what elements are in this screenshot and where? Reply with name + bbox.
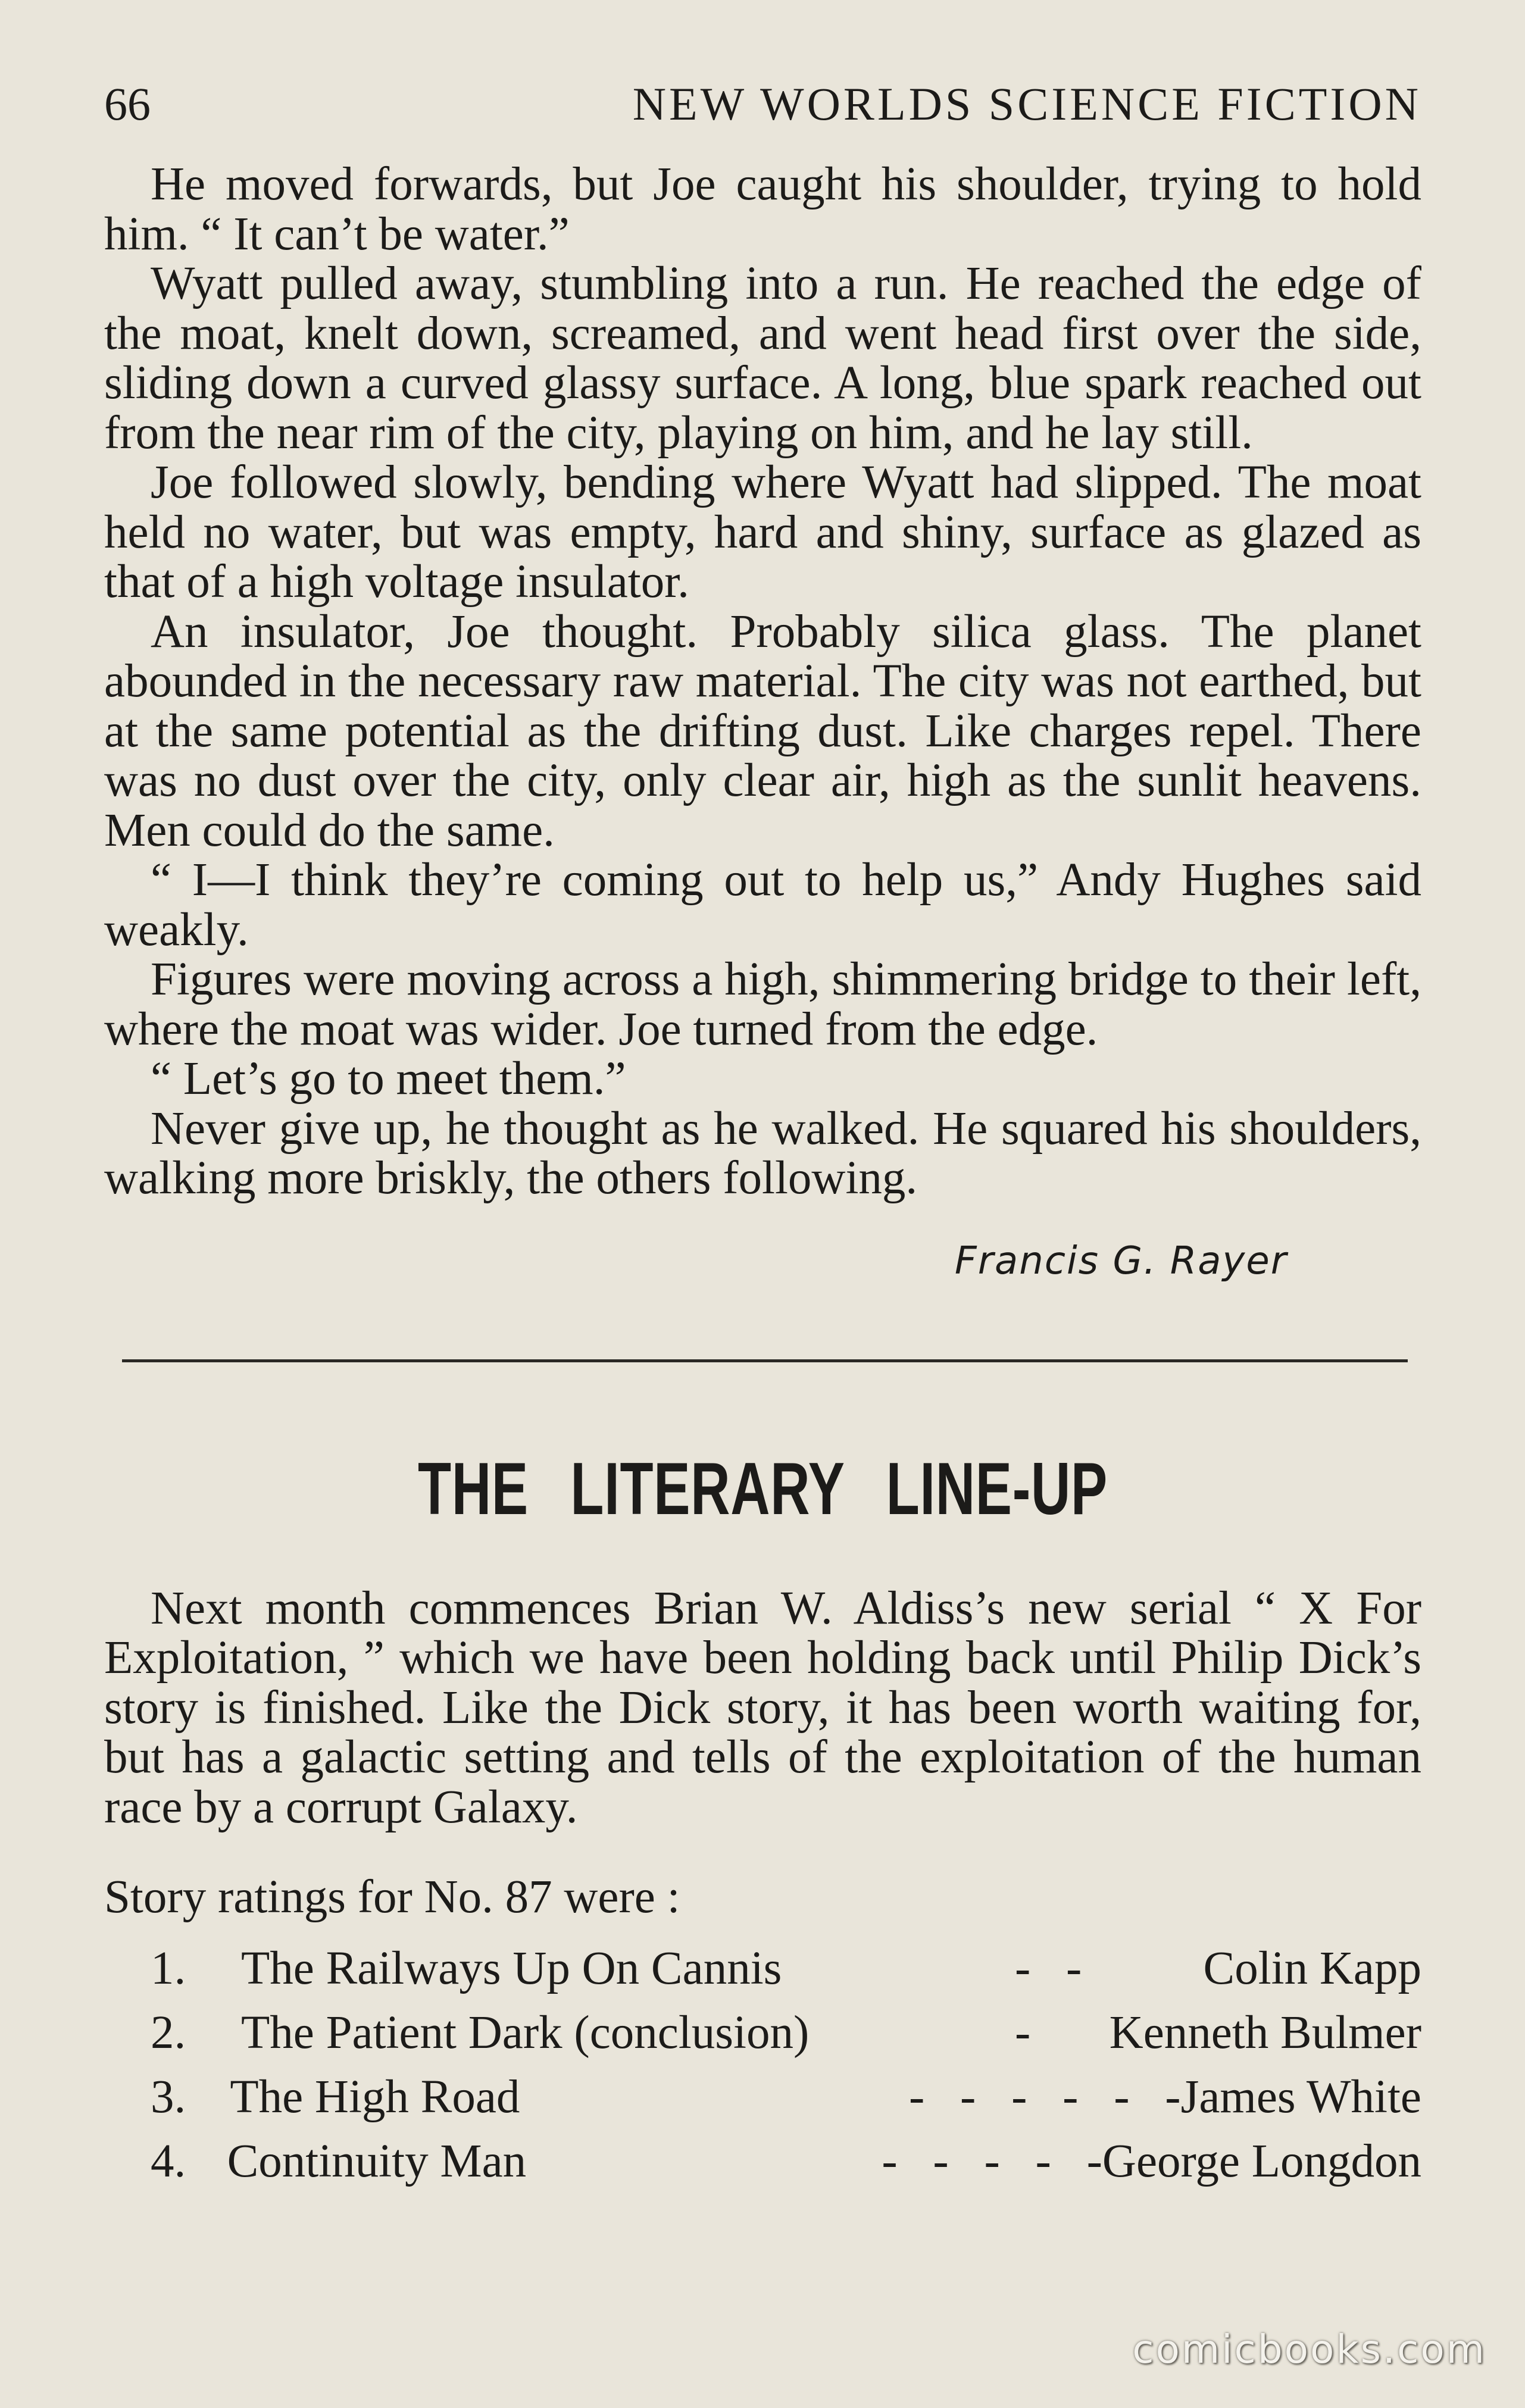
rating-story-title: The Railways Up On Cannis <box>241 1942 782 1994</box>
rating-story-title: The High Road <box>230 2071 520 2123</box>
rating-author: James White <box>1180 2071 1421 2123</box>
magazine-page <box>104 77 1421 2194</box>
story-paragraph: An insulator, Joe thought. Probably silica glass. The planet abounded in the necessary raw material. The city was not earthed, but at the same potential as the drifting dust. Like charges repel. There was no dust over the city, only clear air, high as the sunlit heavens. Men could do the same. <box>104 605 1421 856</box>
section-title: THE LITERARY LINE-UP <box>418 1447 1108 1530</box>
lineup-paragraph: Next month commences Brian W. Aldiss’s new serial “ X For Exploitation, ” which we have been holding back until Philip Dick’s story is finished. Like the Dick story, it has been worth waiting for, but has a galactic setting and tells of the exploitation of the human race by a corrupt Galaxy. <box>104 1582 1421 1833</box>
rating-author: George Longdon <box>1102 2135 1421 2187</box>
rating-row <box>104 2129 1421 2194</box>
magazine-title: NEW WORLDS SCIENCE FICTION <box>632 78 1421 130</box>
ratings-intro: Story ratings for No. 87 were : <box>104 1871 680 1923</box>
story-paragraph: Never give up, he thought as he walked. He squared his shoulders, walking more briskly, the others following. <box>104 1102 1421 1204</box>
rating-story-title: The Patient Dark (conclusion) <box>241 2006 810 2059</box>
rating-leader-dashes: - - - - - - <box>908 2071 1181 2123</box>
rating-leader-dashes: - - <box>1015 1942 1082 1994</box>
page-number: 66 <box>104 78 151 130</box>
rating-number: 2. <box>151 2006 186 2059</box>
rating-leader-dashes: - - - - - <box>882 2135 1102 2187</box>
running-header <box>104 77 1421 143</box>
rating-number: 1. <box>151 1942 186 1994</box>
rating-story-title: Continuity Man <box>227 2135 527 2187</box>
story-paragraph: Figures were moving across a high, shimmering bridge to their left, where the moat was wider. Joe turned from the edge. <box>104 953 1421 1055</box>
rating-row <box>104 1937 1421 2001</box>
rating-author: Colin Kapp <box>1203 1942 1421 1994</box>
rating-author: Kenneth Bulmer <box>1109 2006 1421 2059</box>
ratings-list <box>104 1937 1421 2194</box>
section-divider <box>122 1359 1408 1362</box>
rating-number: 3. <box>151 2071 186 2123</box>
rating-row <box>104 2001 1421 2065</box>
lineup-text <box>104 1584 1421 1832</box>
story-paragraph: Wyatt pulled away, stumbling into a run. He reached the edge of the moat, knelt down, screamed, and went head first over the side, sliding down a curved glassy surface. A long, blue spark reached out from the near rim of the city, playing on him, and he lay still. <box>104 258 1421 459</box>
story-paragraph: “ I—I think they’re coming out to help us,” Andy Hughes said weakly. <box>104 854 1421 956</box>
author-byline: Francis G. Rayer <box>954 1239 1288 1283</box>
rating-row <box>104 2065 1421 2129</box>
rating-leader-dashes: - <box>1015 2006 1031 2059</box>
story-paragraph: Joe followed slowly, bending where Wyatt had slipped. The moat held no water, but was empty, hard and shiny, surface as glazed as that of a high voltage insulator. <box>104 456 1421 608</box>
story-text <box>104 160 1421 1203</box>
watermark-text: comicbooks.com <box>1132 2326 1486 2372</box>
rating-number: 4. <box>151 2135 186 2187</box>
story-paragraph: He moved forwards, but Joe caught his shoulder, trying to hold him. “ It can’t be water.” <box>104 158 1421 260</box>
story-paragraph: “ Let’s go to meet them.” <box>151 1053 626 1105</box>
